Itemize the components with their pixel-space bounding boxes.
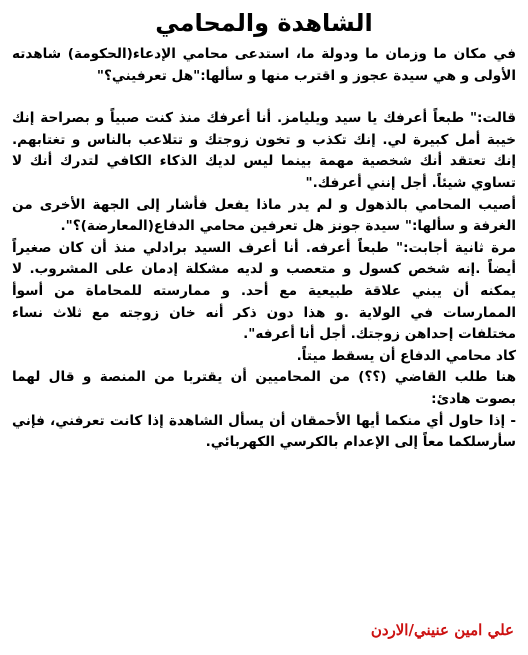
paragraph-witness-answer-2: مرة ثانية أجابت:" طبعاً أعرفه. أنا أعرف السيد برادلي منذ أن كان صغيراً أيضاً .إنه شخص كسول و متعصب و لديه مشكلة إدمان على المشروب. لا يمكنه أن يبني علاقة طبيعية مع أحد. و ممارسته للمحاماة من أسوأ الممارسات في الولاية .و هذا دون ذكر أنه خان زوجته مع ثلاث نساء مختلفات إحداهن زوجتك. أجل أنا أعرفه". bbox=[12, 239, 516, 343]
story-body bbox=[12, 44, 516, 454]
paragraph-lawyer-shocked: أصيب المحامي بالذهول و لم يدر ماذا يفعل فأشار إلى الجهة الأخرى من الغرفة و سألها:" سيدة جونز هل تعرفين محامي الدفاع(المعارضة)؟". bbox=[12, 196, 516, 235]
author-signature: علي امين عنيني/الاردن bbox=[370, 621, 514, 639]
paragraph-witness-answer-1: قالت:" طبعاً أعرفك يا سيد ويليامز. أنا أعرفك منذ كنت صبياً و بصراحة إنك خيبة أمل كبيرة لي. إنك تكذب و تخون زوجتك و تتلاعب بالناس و تغتابهم. إنك تعتقد أنك شخصية مهمة بينما ليس لديك الذكاء الكافي لتدرك أنك لا تساوي شيئاً. أجل إنني أعرفك." bbox=[12, 110, 516, 191]
paragraph-judge-warning: - إذا حاول أي منكما أيها الأحمقان أن يسأل الشاهدة إذا كانت تعرفني، فإني سأرسلكما معاً إلى الإعدام بالكرسي الكهربائي. bbox=[12, 412, 516, 451]
paragraph-gap bbox=[12, 87, 516, 108]
page-title: الشاهدة والمحامي bbox=[155, 9, 373, 37]
paragraph-judge-call: هنا طلب القاضي (؟؟) من المحاميين أن يقتربا من المنصة و قال لهما بصوت هادئ: bbox=[12, 369, 516, 407]
paragraph-intro: في مكان ما وزمان ما ودولة ما، استدعى محامي الإدعاء(الحكومة) شاهدته الأولى و هي سيدة عجوز و اقترب منها و سألها:"هل تعرفيني؟" bbox=[12, 46, 516, 84]
paragraph-defense-reaction: كاد محامي الدفاع أن يسقط ميتاً. bbox=[296, 347, 516, 364]
